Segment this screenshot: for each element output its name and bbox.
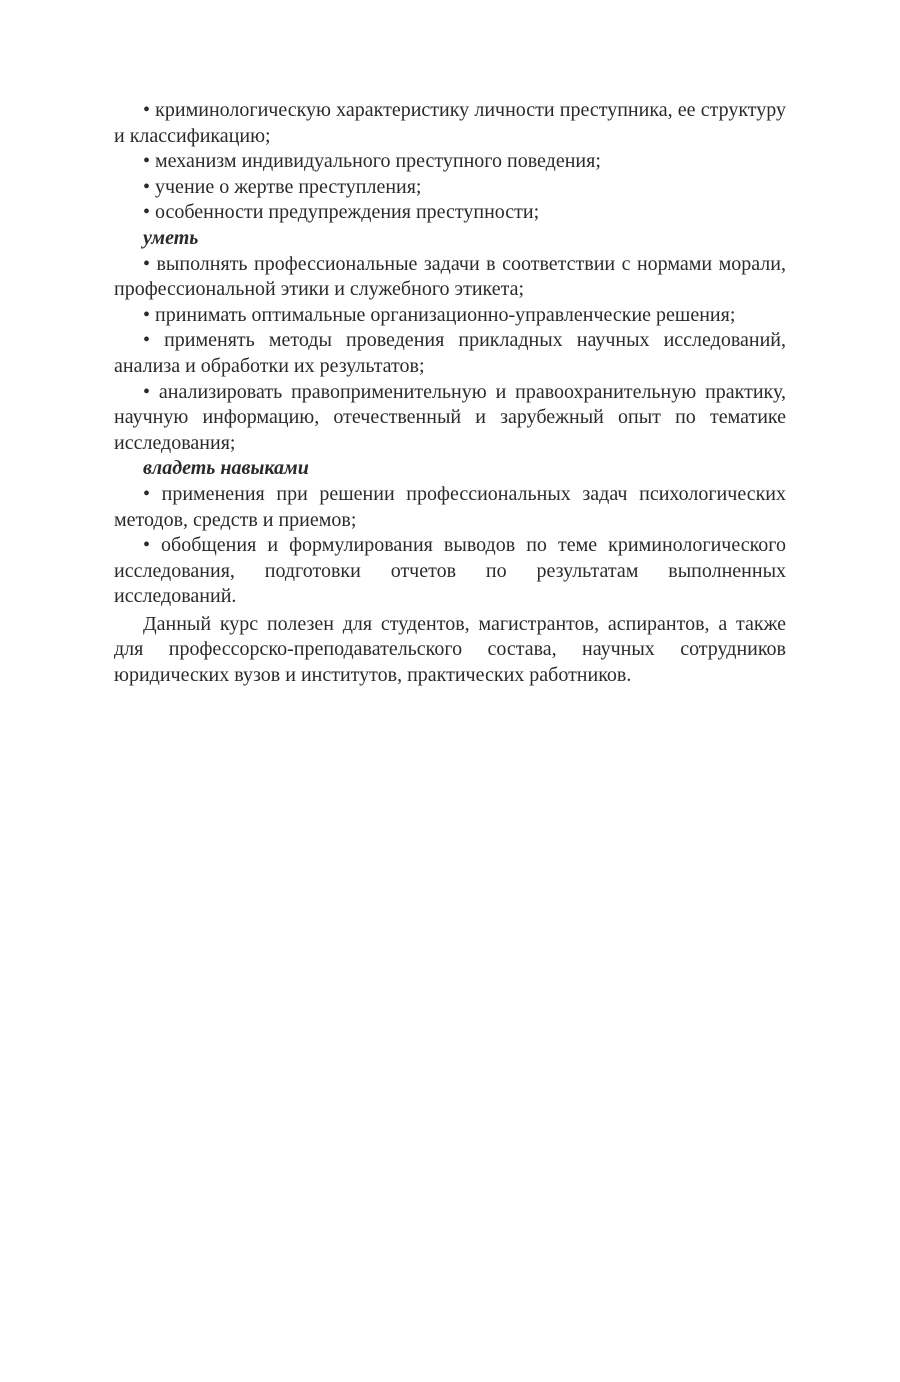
body-text bbox=[114, 98, 786, 689]
list-item: • механизм индивидуального преступного поведения; bbox=[143, 150, 601, 173]
list-item: • анализировать правоприменительную и правоохранительную практику, научную информацию, отечественный и зарубежный опыт по тематике исследования; bbox=[114, 380, 786, 454]
section-heading-abilities: владеть навыками bbox=[143, 457, 309, 480]
list-item: • применения при решении профессиональных задач психологических методов, средств и приемов; bbox=[114, 482, 786, 531]
list-item: • учение о жертве преступления; bbox=[143, 175, 422, 198]
section-heading-skills: уметь bbox=[143, 226, 199, 249]
closing-paragraph: Данный курс полезен для студентов, магистрантов, аспирантов, а также для профессорско-преподавательского состава, научных сотрудников юридических вузов и институтов, практических работников. bbox=[114, 612, 786, 687]
list-item: • принимать оптимальные организационно-управленческие решения; bbox=[143, 303, 736, 326]
list-item: • особенности предупреждения преступности; bbox=[143, 201, 540, 224]
list-item: • применять методы проведения прикладных научных исследований, анализа и обработки их результатов; bbox=[114, 329, 786, 377]
list-item: • обобщения и формулирования выводов по теме криминологического исследования, подготовки отчетов по результатам выполненных исследований. bbox=[114, 534, 786, 608]
list-item: • выполнять профессиональные задачи в соответствии с нормами морали, профессиональной этики и служебного этикета; bbox=[114, 252, 786, 301]
list-item: • криминологическую характеристику личности преступника, ее структуру и классификацию; bbox=[114, 99, 786, 147]
